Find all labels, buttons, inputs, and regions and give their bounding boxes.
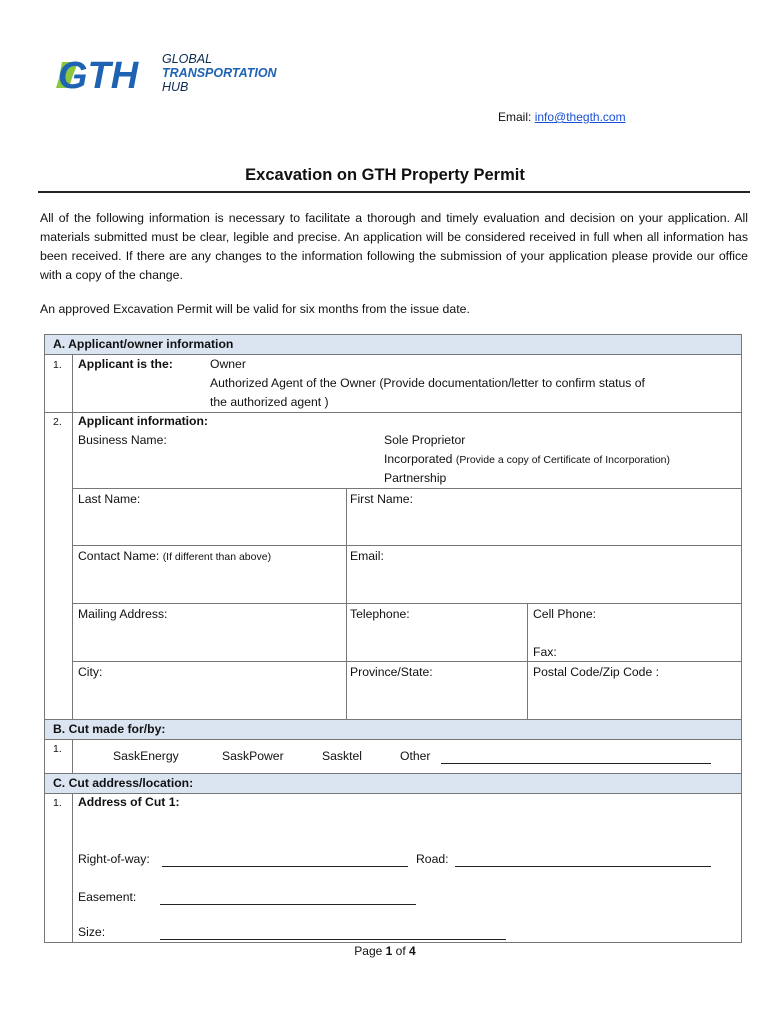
number-column-divider: [72, 739, 73, 773]
page-total: 4: [409, 944, 416, 958]
section-b-title: B. Cut made for/by:: [53, 722, 166, 736]
option-saskpower[interactable]: SaskPower: [222, 749, 284, 763]
row-divider: [73, 603, 741, 604]
title-divider: [38, 191, 750, 193]
validity-note: An approved Excavation Permit will be valid for six months from the issue date.: [40, 302, 470, 316]
email-link[interactable]: info@thegth.com: [534, 110, 626, 124]
section-b-header: [45, 719, 741, 740]
section-a-title: A. Applicant/owner information: [53, 337, 234, 351]
incorporated-note: (Provide a copy of Certificate of Incorporation): [455, 454, 671, 466]
email-label: Email:: [498, 110, 532, 124]
option-owner[interactable]: Owner: [210, 357, 246, 371]
road-label: Road:: [416, 852, 449, 866]
logo-wordmark: [162, 52, 277, 94]
option-partnership[interactable]: Partnership: [384, 471, 447, 485]
section-c-title: C. Cut address/location:: [53, 776, 194, 790]
contact-name-label: Contact Name:: [78, 549, 160, 563]
gth-logo-mark: GTH: [58, 55, 139, 96]
option-sole-proprietor[interactable]: Sole Proprietor: [384, 433, 466, 447]
intro-paragraph: All of the following information is necessary to facilitate a thorough and timely evaluation and decision on your application. All materials submitted must be clear, legible and precise. An application will be considered received in full when all information has been received. If there are any changes to the information following the submission of your application please provide our office with a copy of the change.: [40, 211, 748, 282]
item-1-number: 1.: [53, 359, 62, 371]
option-other[interactable]: Other: [400, 749, 431, 763]
city-field[interactable]: City:: [78, 665, 103, 679]
footer-prefix: Page: [354, 944, 386, 958]
row-divider: [45, 412, 741, 413]
size-input-line[interactable]: [160, 939, 506, 940]
easement-input-line[interactable]: [160, 904, 416, 905]
postal-code-field[interactable]: Postal Code/Zip Code :: [533, 665, 660, 679]
easement-label: Easement:: [78, 890, 137, 904]
first-name-field[interactable]: First Name:: [350, 492, 413, 506]
contact-name-field[interactable]: [78, 549, 271, 563]
incorporated-label: Incorporated: [384, 452, 453, 466]
email-field[interactable]: Email:: [350, 549, 384, 563]
right-of-way-label: Right-of-way:: [78, 852, 150, 866]
address-of-cut-label: Address of Cut 1:: [78, 795, 180, 809]
other-input-line[interactable]: [441, 763, 711, 764]
logo-line-2: TRANSPORTATION: [162, 66, 277, 80]
number-column-divider: [72, 355, 73, 719]
section-b-number: 1.: [53, 743, 62, 755]
page-footer: [0, 944, 770, 958]
page-number: 1: [385, 944, 393, 958]
contact-email: [498, 110, 626, 124]
permit-form: [44, 334, 742, 943]
option-saskenergy[interactable]: SaskEnergy: [113, 749, 179, 763]
size-label: Size:: [78, 925, 106, 939]
section-c-header: [45, 773, 741, 794]
option-agent-cont: the authorized agent ): [210, 395, 329, 409]
telephone-field[interactable]: Telephone:: [350, 607, 410, 621]
footer-mid: of: [392, 944, 410, 958]
province-field[interactable]: Province/State:: [350, 665, 433, 679]
right-of-way-input-line[interactable]: [162, 866, 408, 867]
logo-line-1: GLOBAL: [162, 52, 213, 66]
row-divider: [73, 488, 741, 489]
applicant-is-label: Applicant is the:: [78, 357, 173, 371]
mailing-address-field[interactable]: Mailing Address:: [78, 607, 168, 621]
business-name-label: Business Name:: [78, 433, 167, 447]
fax-field[interactable]: Fax:: [533, 645, 557, 659]
number-column-divider: [72, 793, 73, 942]
option-sasktel[interactable]: Sasktel: [322, 749, 362, 763]
cell-phone-field[interactable]: Cell Phone:: [533, 607, 597, 621]
item-2-number: 2.: [53, 416, 62, 428]
gth-logo: [56, 52, 160, 96]
page-title: Excavation on GTH Property Permit: [245, 166, 525, 184]
section-a-header: [45, 335, 741, 355]
logo-line-3: HUB: [162, 80, 189, 94]
road-input-line[interactable]: [455, 866, 711, 867]
applicant-info-label: Applicant information:: [78, 414, 208, 428]
contact-name-note: (If different than above): [162, 551, 272, 563]
option-incorporated[interactable]: [384, 452, 670, 466]
row-divider: [73, 545, 741, 546]
option-agent[interactable]: Authorized Agent of the Owner (Provide documentation/letter to confirm status of: [210, 376, 645, 390]
row-divider: [73, 661, 741, 662]
last-name-field[interactable]: Last Name:: [78, 492, 141, 506]
section-c-number: 1.: [53, 797, 62, 809]
